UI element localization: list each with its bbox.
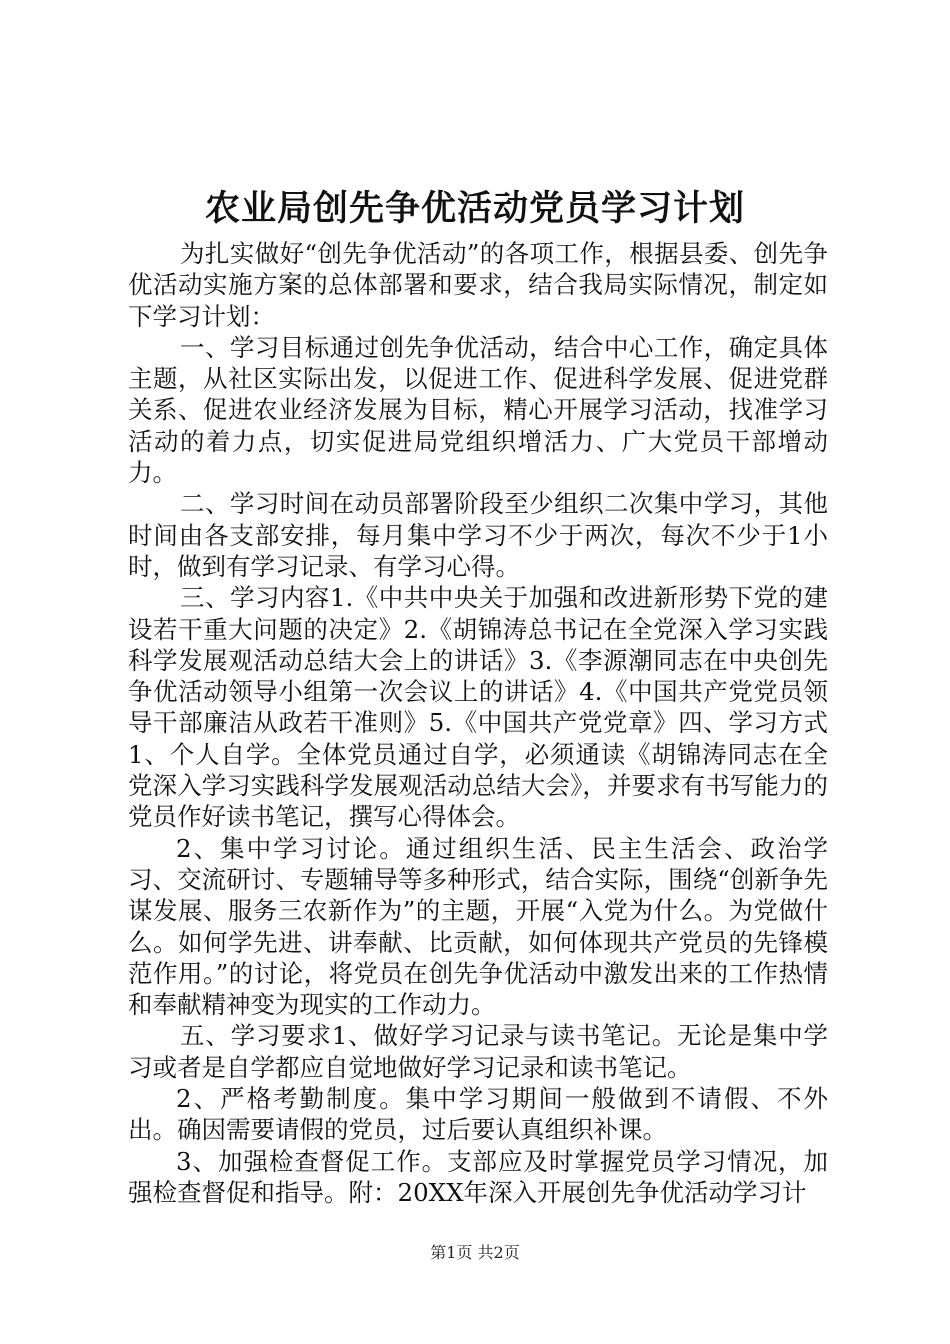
paragraph-group-study: 2、集中学习讨论。通过组织生活、民主生活会、政治学习、交流研讨、专题辅导等多种形式，结合实际，围绕“创新争先谋发展、服务三农新作为”的主题，开展“入党为什么。为党做什么。如何学先进、讲奉献、比贡献，如何体现共产党员的先锋模范作用。”的讨论，将党员在创先争优活动中激发出来的工作热情和奉献精神变为现实的工作动力。 bbox=[128, 833, 828, 1020]
document-body bbox=[128, 238, 828, 1208]
paragraph-learning-time: 二、学习时间在动员部署阶段至少组织二次集中学习，其他时间由各支部安排，每月集中学习不少于两次，每次不少于1小时，做到有学习记录、有学习心得。 bbox=[128, 489, 828, 581]
paragraph-intro: 为扎实做好“创先争优活动”的各项工作，根据县委、创先争优活动实施方案的总体部署和要求，结合我局实际情况，制定如下学习计划： bbox=[128, 239, 828, 331]
paragraph-learning-content: 三、学习内容1.《中共中央关于加强和改进新形势下党的建设若干重大问题的决定》2.《胡锦涛总书记在全党深入学习实践科学发展观活动总结大会上的讲话》3.《李源潮同志在中央创先争优活动领导小组第一次会议上的讲话》4.《中国共产党党员领导干部廉洁从政若干准则》5.《中国共产党党章》四、学习方式1、个人自学。全体党员通过自学，必须通读《胡锦涛同志在全党深入学习实践科学发展观活动总结大会》，并要求有书写能力的党员作好读书笔记，撰写心得体会。 bbox=[128, 583, 828, 832]
paragraph-learning-requirements: 五、学习要求1、做好学习记录与读书笔记。无论是集中学习或者是自学都应自觉地做好学习记录和读书笔记。 bbox=[128, 1021, 828, 1082]
document-title: 农业局创先争优活动党员学习计划 bbox=[204, 188, 745, 229]
paragraph-supervision: 3、加强检查督促工作。支部应及时掌握党员学习情况，加强检查督促和指导。附：20XX年深入开展创先争优活动学习计 bbox=[128, 1146, 828, 1207]
paragraph-learning-goal: 一、学习目标通过创先争优活动，结合中心工作，确定具体主题，从社区实际出发，以促进工作、促进科学发展、促进党群关系、促进农业经济发展为目标，精心开展学习活动，找准学习活动的着力点，切实促进局党组织增活力、广大党员干部增动力。 bbox=[128, 332, 828, 488]
page-footer: 第1页 共2页 bbox=[430, 1243, 520, 1262]
paragraph-attendance: 2、严格考勤制度。集中学习期间一般做到不请假、不外出。确因需要请假的党员，过后要认真组织补课。 bbox=[128, 1084, 828, 1145]
